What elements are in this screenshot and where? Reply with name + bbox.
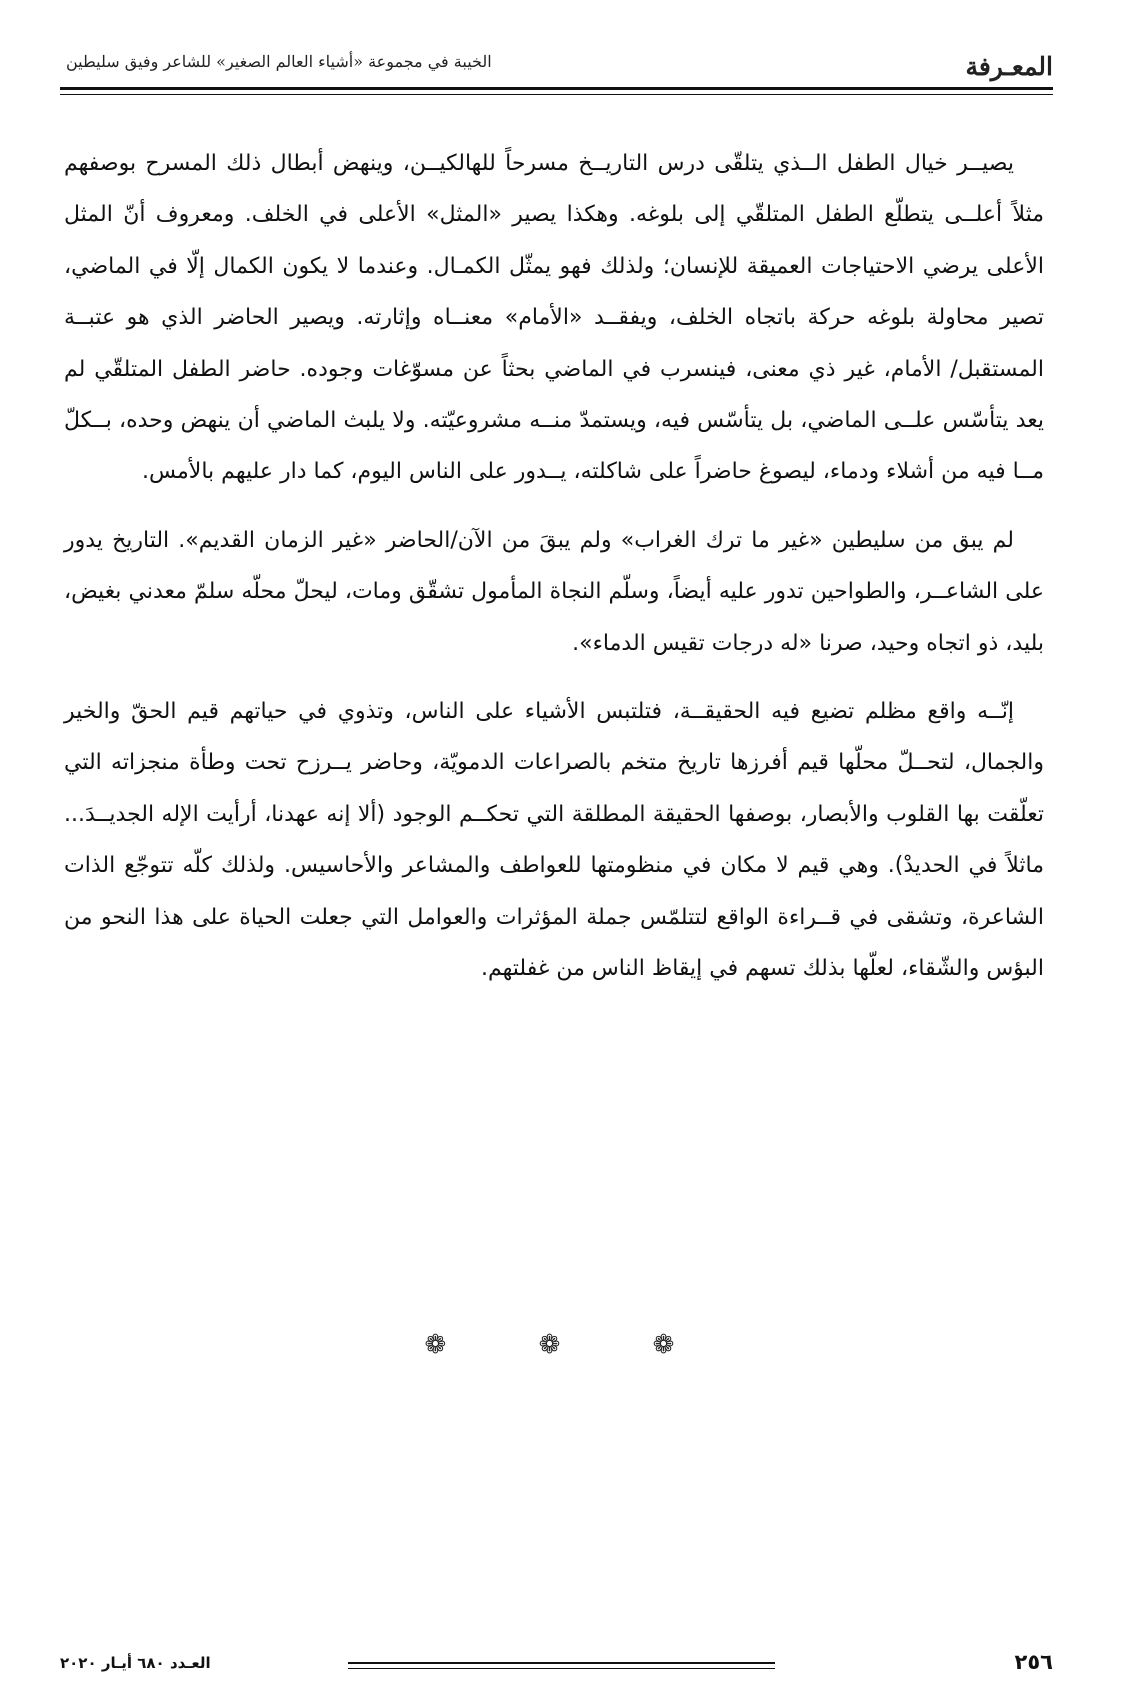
magazine-logo: المعـرفة [965,52,1053,81]
footer-rule [348,1662,775,1664]
page-header [60,40,1053,100]
flower-ornament-icon: ❁ [538,1330,591,1360]
flower-ornament-icon: ❁ [424,1330,477,1360]
page-number: ٢٥٦ [1014,1650,1053,1674]
running-title: الخيبة في مجموعة «أشياء العالم الصغير» للشاعر وفيق سليطين [66,52,492,71]
flower-ornament-icon: ❁ [652,1330,705,1360]
header-rule-thin [60,94,1053,95]
paragraph: يصيــر خيال الطفل الــذي يتلقّى درس التاريــخ مسرحاً للهالكيــن، وينهض أبطال ذلك المسرح بوصفهم مثلاً أعلــى يتطلّع الطفل المتلقّي إلى بلوغه. وهكذا يصير «المثل» الأعلى في الخلف. ومعروف أنّ المثل الأعلى يرضي الاحتياجات العميقة للإنسان؛ ولذلك فهو يمثّل الكمـال. وعندما لا يكون الكمال إلّا في الماضي، تصير محاولة بلوغه حركة باتجاه الخلف، ويفقــد «الأمام» معنــاه وإثارته. ويصير الحاضر الذي هو عتبــة المستقبل/ الأمام، غير ذي معنى، فينسرب في الماضي بحثاً عن مسوّغات وجوده. حاضر الطفل المتلقّي لم يعد يتأسّس علــى الماضي، بل يتأسّس فيه، ويستمدّ منــه مشروعيّته. ولا يلبث الماضي أن ينهض وحده، بــكلّ مــا فيه من أشلاء ودماء، ليصوغ حاضراً على شاكلته، يــدور على الناس اليوم، كما دار عليهم بالأمس. [64,151,1044,485]
issue-info: العـدد ٦٨٠ أيـار ٢٠٢٠ [60,1654,211,1672]
section-ornaments [0,1330,1129,1360]
page-footer [60,1652,1053,1682]
footer-rule-thin [348,1668,775,1669]
paragraph: لم يبق من سليطين «غير ما ترك الغراب» ولم يبقَ من الآن/الحاضر «غير الزمان القديم». التاريخ يدور على الشاعــر، والطواحين تدور عليه أيضاً، وسلّم النجاة المأمول تشقّق ومات، ليحلّ محلّه سلمّ معدني بغيض، بليد، ذو اتجاه وحيد، صرنا «له درجات تقيس الدماء». [64,527,1044,656]
paragraph: إنّــه واقع مظلم تضيع فيه الحقيقــة، فتلتبس الأشياء على الناس، وتذوي في حياتهم قيم الحقّ والخير والجمال، لتحــلّ محلّها قيم أفرزها تاريخ متخم بالصراعات الدمويّة، وحاضر يــرزح تحت وطأة منجزاته التي تعلّقت بها القلوب والأبصار، بوصفها الحقيقة المطلقة التي تحكــم الوجود (ألا إنه عهدنا، أرأيت الإله الجديــدَ... ماثلاً في الحديدْ). وهي قيم لا مكان في منظومتها للعواطف والمشاعر والأحاسيس. ولذلك كلّه تتوجّع الذات الشاعرة، وتشقى في قــراءة الواقع لتتلمّس جملة المؤثرات والعوامل التي جعلت الحياة على هذا النحو من البؤس والشّقاء، لعلّها بذلك تسهم في إيقاظ الناس من غفلتهم. [64,699,1044,982]
header-rule [60,87,1053,90]
article-body [64,138,1044,995]
